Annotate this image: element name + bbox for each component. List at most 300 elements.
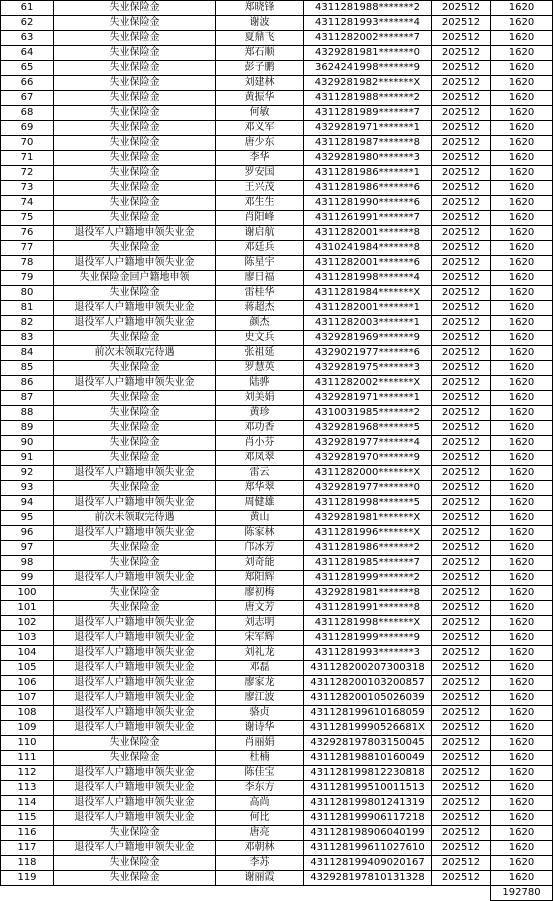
amount-cell[interactable]: 1620 [491, 736, 553, 751]
row-number-cell[interactable]: 78 [1, 256, 54, 271]
table-row[interactable] [1, 766, 553, 781]
table-row[interactable] [1, 706, 553, 721]
benefit-type-cell[interactable]: 失业保险金 [54, 121, 216, 136]
row-number-cell[interactable]: 98 [1, 556, 54, 571]
benefit-type-cell[interactable]: 退役军人户籍地申领失业金 [54, 496, 216, 511]
table-row[interactable] [1, 616, 553, 631]
name-cell[interactable]: 蒋超杰 [216, 301, 304, 316]
id-number-cell[interactable]: 4310241984*******8 [304, 241, 432, 256]
id-number-cell[interactable]: 4311261991*******7 [304, 211, 432, 226]
row-number-cell[interactable]: 104 [1, 646, 54, 661]
id-number-cell[interactable]: 4329281968*******5 [304, 421, 432, 436]
name-cell[interactable]: 郑晓锋 [216, 1, 304, 16]
benefit-type-cell[interactable]: 退役军人户籍地申领失业金 [54, 841, 216, 856]
name-cell[interactable]: 骆贞 [216, 706, 304, 721]
period-cell[interactable]: 202512 [432, 196, 491, 211]
name-cell[interactable]: 罗慧英 [216, 361, 304, 376]
table-row[interactable] [1, 16, 553, 31]
table-row[interactable] [1, 796, 553, 811]
amount-cell[interactable]: 1620 [491, 451, 553, 466]
row-number-cell[interactable]: 102 [1, 616, 54, 631]
benefit-type-cell[interactable]: 失业保险金 [54, 286, 216, 301]
row-number-cell[interactable]: 90 [1, 436, 54, 451]
amount-cell[interactable]: 1620 [491, 571, 553, 586]
period-cell[interactable]: 202512 [432, 406, 491, 421]
name-cell[interactable]: 雷云 [216, 466, 304, 481]
name-cell[interactable]: 李东方 [216, 781, 304, 796]
benefit-type-cell[interactable]: 失业保险金 [54, 61, 216, 76]
id-number-cell[interactable]: 4329281981*******8 [304, 586, 432, 601]
id-number-cell[interactable]: 4311282002*******7 [304, 31, 432, 46]
id-number-cell[interactable]: 431128200103200857 [304, 676, 432, 691]
id-number-cell[interactable]: 4311281993*******3 [304, 646, 432, 661]
benefit-type-cell[interactable]: 前次未领取完待遇 [54, 346, 216, 361]
row-number-cell[interactable]: 89 [1, 421, 54, 436]
period-cell[interactable]: 202512 [432, 1, 491, 16]
id-number-cell[interactable]: 4311281996*******X [304, 526, 432, 541]
benefit-type-cell[interactable]: 失业保险金 [54, 601, 216, 616]
table-row[interactable] [1, 811, 553, 826]
id-number-cell[interactable]: 4329281970*******9 [304, 451, 432, 466]
period-cell[interactable]: 202512 [432, 451, 491, 466]
name-cell[interactable]: 张祖延 [216, 346, 304, 361]
id-number-cell[interactable]: 4311281988*******2 [304, 1, 432, 16]
name-cell[interactable]: 唐少东 [216, 136, 304, 151]
name-cell[interactable]: 王兴茂 [216, 181, 304, 196]
id-number-cell[interactable]: 431128198906040199 [304, 826, 432, 841]
amount-cell[interactable]: 1620 [491, 466, 553, 481]
name-cell[interactable]: 黄珍 [216, 406, 304, 421]
row-number-cell[interactable]: 80 [1, 286, 54, 301]
id-number-cell[interactable]: 4311281986*******2 [304, 541, 432, 556]
period-cell[interactable]: 202512 [432, 391, 491, 406]
amount-cell[interactable]: 1620 [491, 106, 553, 121]
table-row[interactable] [1, 781, 553, 796]
benefit-type-cell[interactable]: 失业保险金 [54, 181, 216, 196]
id-number-cell[interactable]: 4329021977*******6 [304, 346, 432, 361]
name-cell[interactable]: 郑阳辉 [216, 571, 304, 586]
id-number-cell[interactable]: 4329281981*******0 [304, 46, 432, 61]
table-row[interactable] [1, 541, 553, 556]
benefit-type-cell[interactable]: 失业保险金 [54, 451, 216, 466]
name-cell[interactable]: 肖丽娟 [216, 736, 304, 751]
row-number-cell[interactable]: 86 [1, 376, 54, 391]
table-row[interactable] [1, 871, 553, 886]
table-row[interactable] [1, 466, 553, 481]
id-number-cell[interactable]: 431128199510011513 [304, 781, 432, 796]
period-cell[interactable]: 202512 [432, 706, 491, 721]
id-number-cell[interactable]: 4311282001*******6 [304, 256, 432, 271]
id-number-cell[interactable]: 4311281993*******4 [304, 16, 432, 31]
name-cell[interactable]: 颜杰 [216, 316, 304, 331]
benefit-type-cell[interactable]: 失业保险金 [54, 481, 216, 496]
table-row[interactable] [1, 226, 553, 241]
name-cell[interactable]: 陈佳宝 [216, 766, 304, 781]
row-number-cell[interactable]: 66 [1, 76, 54, 91]
row-number-cell[interactable]: 70 [1, 136, 54, 151]
period-cell[interactable]: 202512 [432, 751, 491, 766]
id-number-cell[interactable]: 431128199610168059 [304, 706, 432, 721]
period-cell[interactable]: 202512 [432, 121, 491, 136]
benefit-type-cell[interactable]: 退役军人户籍地申领失业金 [54, 691, 216, 706]
period-cell[interactable]: 202512 [432, 256, 491, 271]
id-number-cell[interactable]: 432928197810131328 [304, 871, 432, 886]
period-cell[interactable]: 202512 [432, 871, 491, 886]
period-cell[interactable]: 202512 [432, 76, 491, 91]
id-number-cell[interactable]: 4311281991*******8 [304, 601, 432, 616]
amount-cell[interactable]: 1620 [491, 406, 553, 421]
amount-cell[interactable]: 1620 [491, 601, 553, 616]
amount-cell[interactable]: 1620 [491, 226, 553, 241]
name-cell[interactable]: 谢启航 [216, 226, 304, 241]
name-cell[interactable]: 廖日福 [216, 271, 304, 286]
row-number-cell[interactable]: 103 [1, 631, 54, 646]
id-number-cell[interactable]: 4311281986*******1 [304, 166, 432, 181]
row-number-cell[interactable]: 105 [1, 661, 54, 676]
amount-cell[interactable]: 1620 [491, 826, 553, 841]
table-row[interactable] [1, 751, 553, 766]
amount-cell[interactable]: 1620 [491, 856, 553, 871]
period-cell[interactable]: 202512 [432, 466, 491, 481]
amount-cell[interactable]: 1620 [491, 211, 553, 226]
table-row[interactable] [1, 256, 553, 271]
amount-cell[interactable]: 1620 [491, 496, 553, 511]
period-cell[interactable]: 202512 [432, 496, 491, 511]
id-number-cell[interactable]: 431128199801241319 [304, 796, 432, 811]
table-row[interactable] [1, 421, 553, 436]
id-number-cell[interactable]: 4329281980*******3 [304, 151, 432, 166]
benefit-type-cell[interactable]: 退役军人户籍地申领失业金 [54, 646, 216, 661]
period-cell[interactable]: 202512 [432, 241, 491, 256]
period-cell[interactable]: 202512 [432, 301, 491, 316]
name-cell[interactable]: 邝冰芳 [216, 541, 304, 556]
table-row[interactable] [1, 271, 553, 286]
id-number-cell[interactable]: 4310031985*******2 [304, 406, 432, 421]
period-cell[interactable]: 202512 [432, 16, 491, 31]
period-cell[interactable]: 202512 [432, 631, 491, 646]
id-number-cell[interactable]: 4329281971*******1 [304, 391, 432, 406]
name-cell[interactable]: 邓朝林 [216, 841, 304, 856]
amount-cell[interactable]: 1620 [491, 751, 553, 766]
id-number-cell[interactable]: 4311282002*******X [304, 376, 432, 391]
amount-cell[interactable]: 1620 [491, 151, 553, 166]
period-cell[interactable]: 202512 [432, 46, 491, 61]
amount-cell[interactable]: 1620 [491, 16, 553, 31]
table-row[interactable] [1, 721, 553, 736]
row-number-cell[interactable]: 93 [1, 481, 54, 496]
amount-cell[interactable]: 1620 [491, 1, 553, 16]
table-row[interactable] [1, 646, 553, 661]
table-row[interactable] [1, 361, 553, 376]
name-cell[interactable]: 陈星宇 [216, 256, 304, 271]
period-cell[interactable]: 202512 [432, 331, 491, 346]
row-number-cell[interactable]: 100 [1, 586, 54, 601]
total-amount-cell[interactable]: 192780 [491, 886, 553, 901]
table-row[interactable] [1, 106, 553, 121]
benefit-type-cell[interactable]: 退役军人户籍地申领失业金 [54, 226, 216, 241]
amount-cell[interactable]: 1620 [491, 181, 553, 196]
period-cell[interactable]: 202512 [432, 226, 491, 241]
name-cell[interactable]: 谢诗华 [216, 721, 304, 736]
id-number-cell[interactable]: 431128200207300318 [304, 661, 432, 676]
id-number-cell[interactable]: 4311281986*******6 [304, 181, 432, 196]
row-number-cell[interactable]: 99 [1, 571, 54, 586]
amount-cell[interactable]: 1620 [491, 331, 553, 346]
id-number-cell[interactable]: 4311282003*******1 [304, 316, 432, 331]
id-number-cell[interactable]: 4311281998*******4 [304, 271, 432, 286]
benefit-type-cell[interactable]: 失业保险金 [54, 361, 216, 376]
amount-cell[interactable]: 1620 [491, 436, 553, 451]
benefit-type-cell[interactable]: 失业保险金 [54, 406, 216, 421]
id-number-cell[interactable]: 4311282000*******X [304, 466, 432, 481]
name-cell[interactable]: 邓磊 [216, 661, 304, 676]
amount-cell[interactable]: 1620 [491, 31, 553, 46]
period-cell[interactable]: 202512 [432, 526, 491, 541]
benefit-type-cell[interactable]: 失业保险金 [54, 826, 216, 841]
row-number-cell[interactable]: 115 [1, 811, 54, 826]
amount-cell[interactable]: 1620 [491, 721, 553, 736]
row-number-cell[interactable]: 117 [1, 841, 54, 856]
name-cell[interactable]: 邓廷兵 [216, 241, 304, 256]
row-number-cell[interactable]: 92 [1, 466, 54, 481]
benefit-type-cell[interactable]: 失业保险金 [54, 751, 216, 766]
id-number-cell[interactable]: 4311281998*******X [304, 616, 432, 631]
row-number-cell[interactable]: 79 [1, 271, 54, 286]
table-row[interactable] [1, 586, 553, 601]
benefit-type-cell[interactable]: 退役军人户籍地申领失业金 [54, 316, 216, 331]
benefit-type-cell[interactable]: 失业保险金 [54, 391, 216, 406]
amount-cell[interactable]: 1620 [491, 841, 553, 856]
row-number-cell[interactable]: 109 [1, 721, 54, 736]
period-cell[interactable]: 202512 [432, 736, 491, 751]
row-number-cell[interactable]: 116 [1, 826, 54, 841]
amount-cell[interactable]: 1620 [491, 811, 553, 826]
id-number-cell[interactable]: 431128199812230818 [304, 766, 432, 781]
amount-cell[interactable]: 1620 [491, 481, 553, 496]
id-number-cell[interactable]: 4329281981*******X [304, 511, 432, 526]
row-number-cell[interactable]: 73 [1, 181, 54, 196]
id-number-cell[interactable]: 4311281989*******7 [304, 106, 432, 121]
row-number-cell[interactable]: 61 [1, 1, 54, 16]
name-cell[interactable]: 李华 [216, 151, 304, 166]
benefit-type-cell[interactable]: 失业保险金 [54, 46, 216, 61]
row-number-cell[interactable]: 108 [1, 706, 54, 721]
row-number-cell[interactable]: 94 [1, 496, 54, 511]
row-number-cell[interactable]: 75 [1, 211, 54, 226]
table-row[interactable] [1, 31, 553, 46]
benefit-type-cell[interactable]: 前次未领取完待遇 [54, 511, 216, 526]
table-row[interactable] [1, 241, 553, 256]
name-cell[interactable]: 杜楠 [216, 751, 304, 766]
table-row[interactable] [1, 76, 553, 91]
amount-cell[interactable]: 1620 [491, 256, 553, 271]
name-cell[interactable]: 郑华翠 [216, 481, 304, 496]
benefit-type-cell[interactable]: 失业保险金 [54, 196, 216, 211]
period-cell[interactable]: 202512 [432, 601, 491, 616]
benefit-type-cell[interactable]: 退役军人户籍地申领失业金 [54, 781, 216, 796]
amount-cell[interactable]: 1620 [491, 661, 553, 676]
row-number-cell[interactable]: 111 [1, 751, 54, 766]
row-number-cell[interactable]: 81 [1, 301, 54, 316]
row-number-cell[interactable]: 74 [1, 196, 54, 211]
table-row[interactable] [1, 346, 553, 361]
name-cell[interactable]: 何敏 [216, 106, 304, 121]
amount-cell[interactable]: 1620 [491, 301, 553, 316]
period-cell[interactable]: 202512 [432, 61, 491, 76]
amount-cell[interactable]: 1620 [491, 91, 553, 106]
amount-cell[interactable]: 1620 [491, 346, 553, 361]
benefit-type-cell[interactable]: 失业保险金 [54, 16, 216, 31]
benefit-type-cell[interactable]: 失业保险金 [54, 136, 216, 151]
id-number-cell[interactable]: 4311281984*******X [304, 286, 432, 301]
period-cell[interactable]: 202512 [432, 826, 491, 841]
period-cell[interactable]: 202512 [432, 556, 491, 571]
id-number-cell[interactable]: 431128198810160049 [304, 751, 432, 766]
benefit-type-cell[interactable]: 失业保险金 [54, 736, 216, 751]
row-number-cell[interactable]: 85 [1, 361, 54, 376]
benefit-type-cell[interactable]: 失业保险金回户籍地申领 [54, 271, 216, 286]
amount-cell[interactable]: 1620 [491, 616, 553, 631]
row-number-cell[interactable]: 95 [1, 511, 54, 526]
name-cell[interactable]: 陈家林 [216, 526, 304, 541]
period-cell[interactable]: 202512 [432, 571, 491, 586]
benefit-type-cell[interactable]: 失业保险金 [54, 541, 216, 556]
table-row[interactable] [1, 661, 553, 676]
table-row[interactable] [1, 61, 553, 76]
benefit-type-cell[interactable]: 退役军人户籍地申领失业金 [54, 811, 216, 826]
table-row[interactable] [1, 196, 553, 211]
row-number-cell[interactable]: 71 [1, 151, 54, 166]
amount-cell[interactable]: 1620 [491, 541, 553, 556]
name-cell[interactable]: 廖家龙 [216, 676, 304, 691]
benefit-type-cell[interactable]: 失业保险金 [54, 1, 216, 16]
table-row[interactable] [1, 136, 553, 151]
name-cell[interactable]: 刘美娟 [216, 391, 304, 406]
table-row[interactable] [1, 181, 553, 196]
name-cell[interactable]: 高尚 [216, 796, 304, 811]
benefit-type-cell[interactable]: 退役军人户籍地申领失业金 [54, 616, 216, 631]
amount-cell[interactable]: 1620 [491, 556, 553, 571]
row-number-cell[interactable]: 76 [1, 226, 54, 241]
period-cell[interactable]: 202512 [432, 376, 491, 391]
amount-cell[interactable]: 1620 [491, 631, 553, 646]
amount-cell[interactable]: 1620 [491, 691, 553, 706]
benefit-type-cell[interactable]: 退役军人户籍地申领失业金 [54, 766, 216, 781]
row-number-cell[interactable]: 63 [1, 31, 54, 46]
table-row[interactable] [1, 691, 553, 706]
amount-cell[interactable]: 1620 [491, 526, 553, 541]
name-cell[interactable]: 罗安国 [216, 166, 304, 181]
benefit-type-cell[interactable]: 退役军人户籍地申领失业金 [54, 301, 216, 316]
row-number-cell[interactable]: 112 [1, 766, 54, 781]
benefit-type-cell[interactable]: 退役军人户籍地申领失业金 [54, 376, 216, 391]
amount-cell[interactable]: 1620 [491, 706, 553, 721]
row-number-cell[interactable]: 62 [1, 16, 54, 31]
period-cell[interactable]: 202512 [432, 31, 491, 46]
row-number-cell[interactable]: 119 [1, 871, 54, 886]
table-row[interactable] [1, 91, 553, 106]
row-number-cell[interactable]: 114 [1, 796, 54, 811]
id-number-cell[interactable]: 4329281982*******X [304, 76, 432, 91]
name-cell[interactable]: 肖阳峰 [216, 211, 304, 226]
row-number-cell[interactable]: 84 [1, 346, 54, 361]
row-number-cell[interactable]: 67 [1, 91, 54, 106]
id-number-cell[interactable]: 4311281999*******9 [304, 631, 432, 646]
amount-cell[interactable]: 1620 [491, 676, 553, 691]
benefit-type-cell[interactable]: 退役军人户籍地申领失业金 [54, 631, 216, 646]
period-cell[interactable]: 202512 [432, 796, 491, 811]
benefit-type-cell[interactable]: 退役军人户籍地申领失业金 [54, 721, 216, 736]
name-cell[interactable]: 彭子鹏 [216, 61, 304, 76]
amount-cell[interactable]: 1620 [491, 646, 553, 661]
period-cell[interactable]: 202512 [432, 421, 491, 436]
id-number-cell[interactable]: 4311281988*******2 [304, 91, 432, 106]
table-row[interactable] [1, 856, 553, 871]
row-number-cell[interactable]: 96 [1, 526, 54, 541]
id-number-cell[interactable]: 431128199906117218 [304, 811, 432, 826]
id-number-cell[interactable]: 4311281985*******7 [304, 556, 432, 571]
benefit-type-cell[interactable]: 失业保险金 [54, 166, 216, 181]
name-cell[interactable]: 刘志明 [216, 616, 304, 631]
name-cell[interactable]: 刘奇能 [216, 556, 304, 571]
row-number-cell[interactable]: 68 [1, 106, 54, 121]
benefit-type-cell[interactable]: 失业保险金 [54, 871, 216, 886]
benefit-type-cell[interactable]: 失业保险金 [54, 76, 216, 91]
amount-cell[interactable]: 1620 [491, 136, 553, 151]
id-number-cell[interactable]: 431128200105026039 [304, 691, 432, 706]
table-row[interactable] [1, 331, 553, 346]
id-number-cell[interactable]: 4329281977*******4 [304, 436, 432, 451]
period-cell[interactable]: 202512 [432, 316, 491, 331]
amount-cell[interactable]: 1620 [491, 421, 553, 436]
name-cell[interactable]: 邓生生 [216, 196, 304, 211]
amount-cell[interactable]: 1620 [491, 121, 553, 136]
id-number-cell[interactable]: 3624241998*******9 [304, 61, 432, 76]
table-row[interactable] [1, 631, 553, 646]
table-row[interactable] [1, 511, 553, 526]
id-number-cell[interactable]: 432928197803150045 [304, 736, 432, 751]
period-cell[interactable]: 202512 [432, 811, 491, 826]
period-cell[interactable]: 202512 [432, 91, 491, 106]
benefit-type-cell[interactable]: 退役军人户籍地申领失业金 [54, 676, 216, 691]
period-cell[interactable]: 202512 [432, 166, 491, 181]
amount-cell[interactable]: 1620 [491, 766, 553, 781]
row-number-cell[interactable]: 77 [1, 241, 54, 256]
table-row[interactable] [1, 526, 553, 541]
period-cell[interactable]: 202512 [432, 766, 491, 781]
period-cell[interactable]: 202512 [432, 781, 491, 796]
amount-cell[interactable]: 1620 [491, 286, 553, 301]
row-number-cell[interactable]: 88 [1, 406, 54, 421]
name-cell[interactable]: 谢丽霞 [216, 871, 304, 886]
table-row[interactable] [1, 151, 553, 166]
benefit-type-cell[interactable]: 退役军人户籍地申领失业金 [54, 256, 216, 271]
amount-cell[interactable]: 1620 [491, 586, 553, 601]
table-row[interactable] [1, 496, 553, 511]
name-cell[interactable]: 廖初梅 [216, 586, 304, 601]
benefit-type-cell[interactable]: 失业保险金 [54, 331, 216, 346]
amount-cell[interactable]: 1620 [491, 316, 553, 331]
name-cell[interactable]: 唐文芳 [216, 601, 304, 616]
period-cell[interactable]: 202512 [432, 841, 491, 856]
period-cell[interactable]: 202512 [432, 616, 491, 631]
benefit-type-cell[interactable]: 退役军人户籍地申领失业金 [54, 571, 216, 586]
table-row[interactable] [1, 376, 553, 391]
amount-cell[interactable]: 1620 [491, 391, 553, 406]
name-cell[interactable]: 雷桂华 [216, 286, 304, 301]
row-number-cell[interactable]: 83 [1, 331, 54, 346]
benefit-type-cell[interactable]: 失业保险金 [54, 151, 216, 166]
